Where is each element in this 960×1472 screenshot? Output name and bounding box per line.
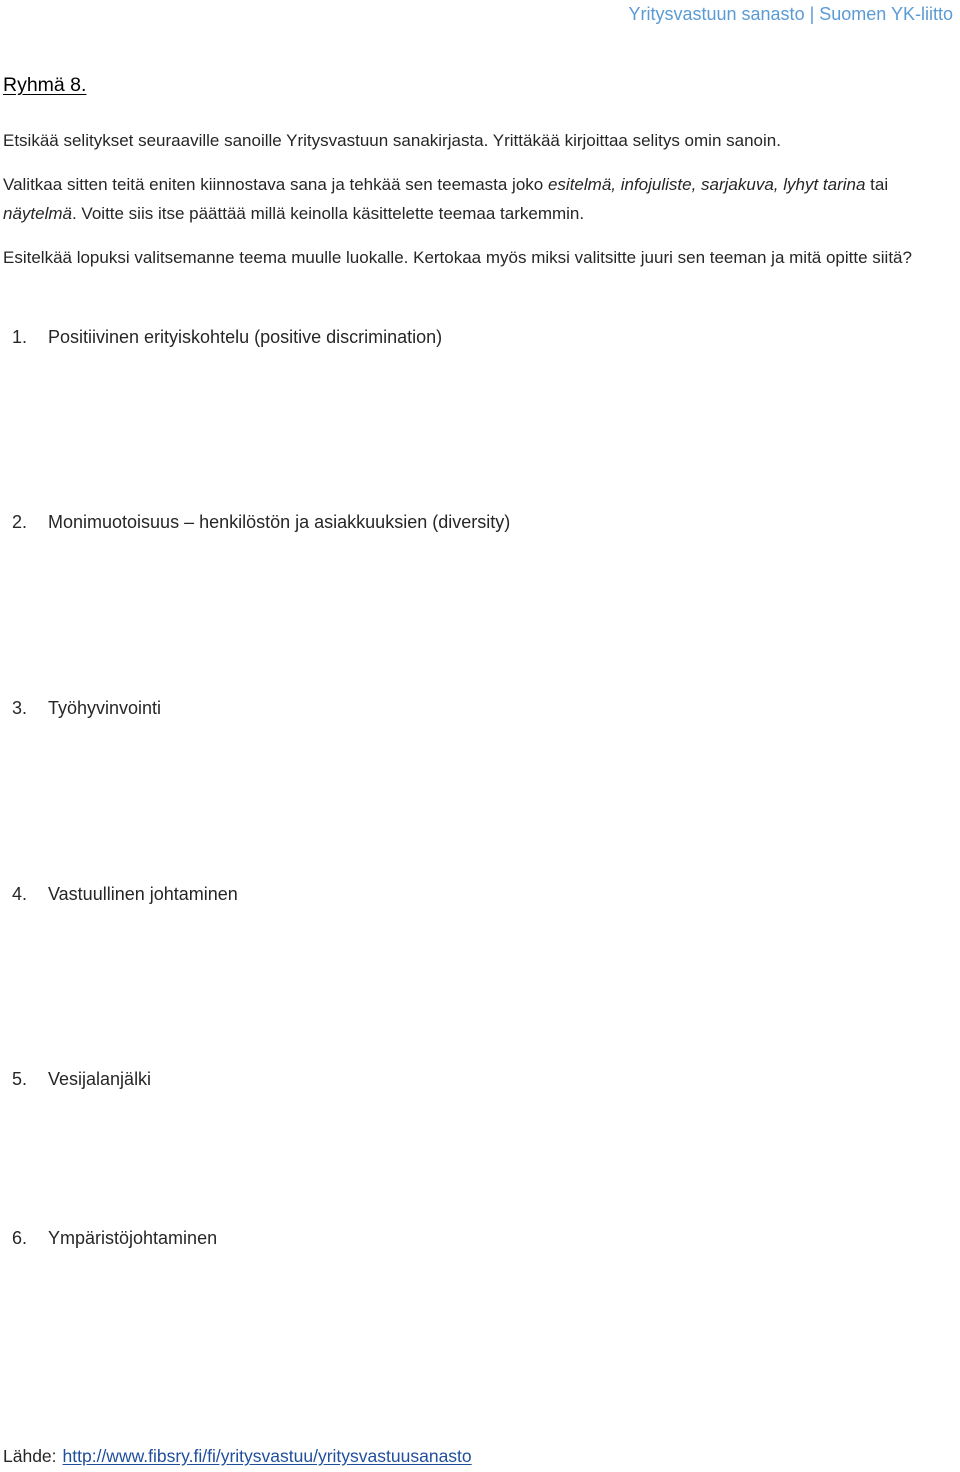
term-number: 2. — [12, 512, 28, 532]
term-label: Vastuullinen johtaminen — [48, 884, 238, 904]
format-options: esitelmä, infojuliste, sarjakuva, lyhyt tarina — [547, 175, 866, 194]
format-option-play: näytelmä — [3, 204, 72, 223]
source-link[interactable]: http://www.fibsry.fi/fi/yritysvastuu/yritysvastuusanasto — [62, 1446, 472, 1466]
term-number: 3. — [12, 698, 28, 718]
term-label: Monimuotoisuus – henkilöstön ja asiakkuuksien (diversity) — [48, 512, 511, 532]
term-number: 5. — [12, 1069, 28, 1089]
term-label: Positiivinen erityiskohtelu (positive discrimination) — [48, 327, 443, 347]
instruction-paragraph-1: Etsikää selitykset seuraaville sanoille Yritysvastuun sanakirjasta. Yrittäkää kirjoittaa selitys omin sanoin. — [3, 131, 781, 150]
instruction-text: Valitkaa sitten teitä eniten kiinnostava sana ja tehkää sen teemasta joko — [3, 175, 548, 194]
source-footer — [3, 1446, 472, 1467]
instruction-text: . Voitte siis itse päättää millä keinolla käsittelette teemaa tarkemmin. — [71, 204, 585, 223]
instruction-paragraph-2 — [3, 170, 953, 228]
term-label: Työhyvinvointi — [48, 698, 162, 718]
term-item-4 — [12, 884, 238, 905]
term-item-6 — [12, 1228, 217, 1249]
instruction-text: tai — [865, 175, 889, 194]
source-label: Lähde: — [3, 1446, 57, 1466]
term-number: 4. — [12, 884, 28, 904]
term-item-3 — [12, 698, 161, 719]
term-number: 1. — [12, 327, 28, 347]
term-number: 6. — [12, 1228, 28, 1248]
term-label: Vesijalanjälki — [48, 1069, 152, 1089]
page-header: Yritysvastuun sanasto | Suomen YK-liitto — [628, 4, 953, 24]
term-item-1 — [12, 327, 442, 348]
page-title: Ryhmä 8. — [3, 74, 87, 96]
instruction-paragraph-3: Esitelkää lopuksi valitsemanne teema muulle luokalle. Kertokaa myös miksi valitsitte juuri sen teeman ja mitä opitte siitä? — [3, 248, 912, 267]
term-label: Ympäristöjohtaminen — [48, 1228, 218, 1248]
term-item-5 — [12, 1069, 151, 1090]
term-item-2 — [12, 512, 510, 533]
